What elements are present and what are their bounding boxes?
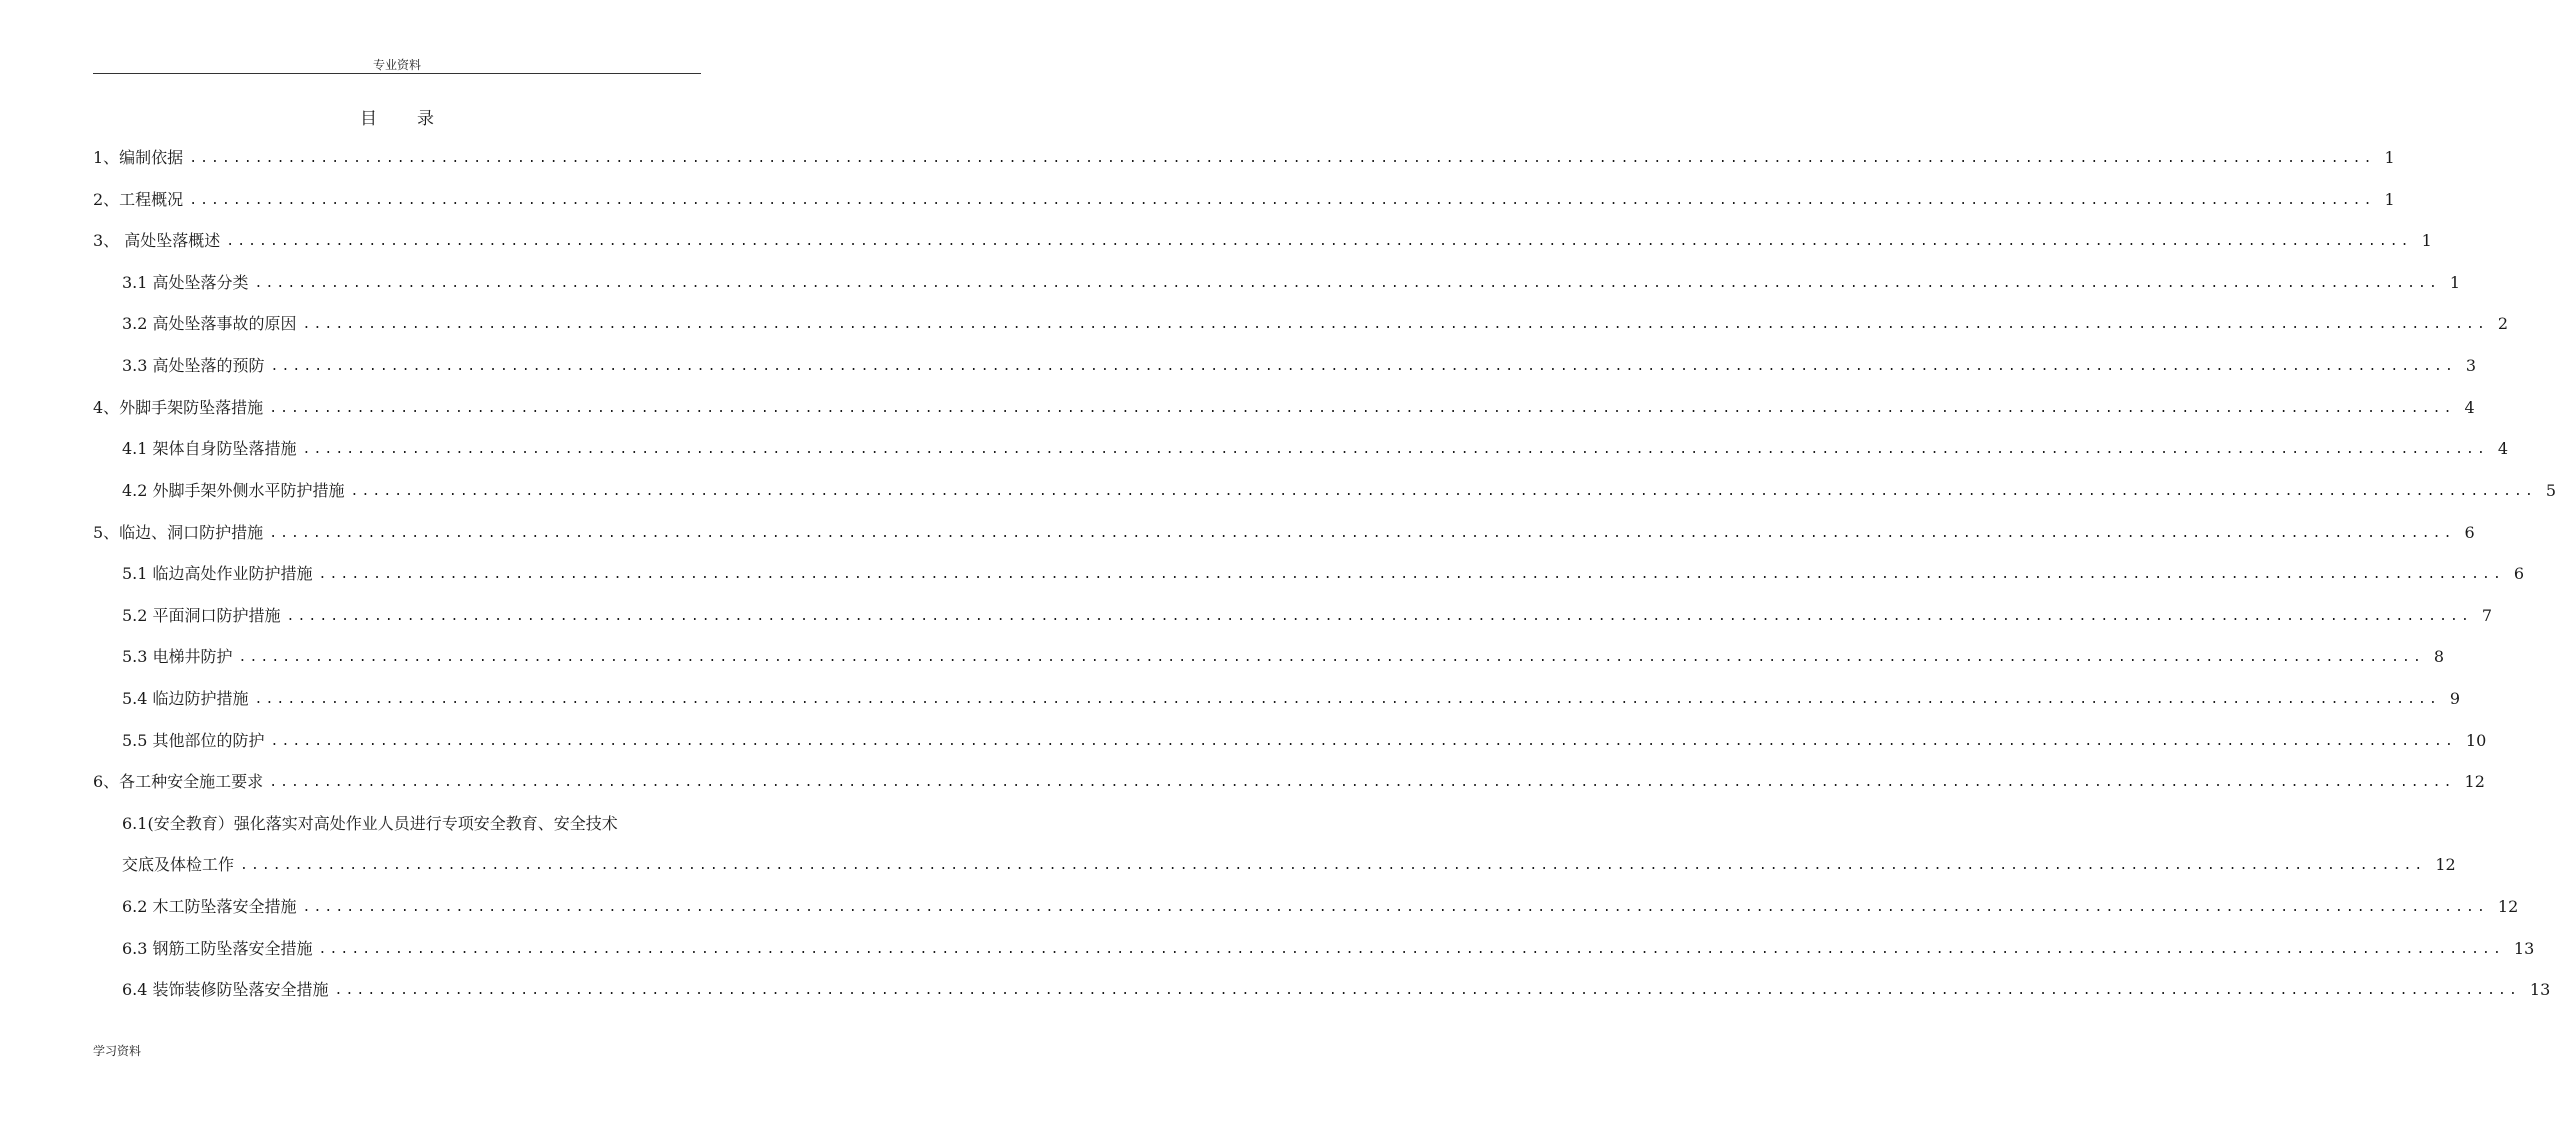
toc-entry-page-number: 9 xyxy=(2449,689,2461,708)
toc-entry-label: 2、工程概况 xyxy=(93,190,184,209)
dot-leader: ........................................................................................................................................................................................................ xyxy=(350,484,2536,499)
toc-entry-page-number: 13 xyxy=(2513,939,2535,958)
toc-entry[interactable] xyxy=(93,770,2485,794)
dot-leader: ........................................................................................................................................................................................................ xyxy=(270,734,2456,749)
dot-leader: ........................................................................................................................................................................................................ xyxy=(318,942,2504,957)
toc-entry-label: 5.1 临边高处作业防护措施 xyxy=(122,564,313,583)
toc-entry[interactable] xyxy=(122,937,2535,961)
toc-entry-page-number: 4 xyxy=(2464,398,2475,417)
toc-entry[interactable] xyxy=(122,562,2525,586)
toc-entry-page-number: 10 xyxy=(2465,731,2487,750)
toc-entry[interactable] xyxy=(122,271,2461,295)
toc-entry-label: 5.2 平面洞口防护措施 xyxy=(122,606,281,625)
toc-entry-page-number: 12 xyxy=(2464,772,2485,791)
toc-entry[interactable] xyxy=(122,729,2487,753)
toc-entry-label: 6.1(安全教育）强化落实对高处作业人员进行专项安全教育、安全技术 xyxy=(122,814,618,833)
dot-leader: ........................................................................................................................................................................................................ xyxy=(302,317,2488,332)
dot-leader: ........................................................................................................................................................................................................ xyxy=(238,650,2424,665)
toc-entry-page-number: 3 xyxy=(2465,356,2477,375)
toc-entry[interactable] xyxy=(122,312,2509,336)
toc-entry-page-number: 1 xyxy=(2384,148,2395,167)
dot-leader: ........................................................................................................................................................................................................ xyxy=(269,526,2455,541)
toc-entry[interactable] xyxy=(122,479,2556,503)
toc-entry-page-number: 1 xyxy=(2384,190,2395,209)
toc-entry[interactable] xyxy=(122,853,2456,877)
toc-entry-label: 6.4 装饰装修防坠落安全措施 xyxy=(122,980,329,999)
dot-leader: ........................................................................................................................................................................................................ xyxy=(189,193,2375,208)
toc-entry[interactable] xyxy=(93,396,2475,420)
dot-leader: ........................................................................................................................................................................................................ xyxy=(269,401,2455,416)
toc-entry[interactable] xyxy=(93,229,2432,253)
toc-entry-label: 1、编制依据 xyxy=(93,148,184,167)
toc-entry-label: 3.3 高处坠落的预防 xyxy=(122,356,265,375)
toc-entry[interactable] xyxy=(122,687,2461,711)
toc-entry[interactable] xyxy=(93,521,2475,545)
toc-entry-label: 6.3 钢筋工防坠落安全措施 xyxy=(122,939,313,958)
toc-entry[interactable] xyxy=(122,812,699,836)
dot-leader: ........................................................................................................................................................................................................ xyxy=(226,234,2412,249)
toc-entry-page-number: 8 xyxy=(2433,647,2445,666)
toc-entry[interactable] xyxy=(122,354,2477,378)
toc-entry-page-number: 7 xyxy=(2481,606,2493,625)
dot-leader: ........................................................................................................................................................................................................ xyxy=(254,276,2440,291)
dot-leader: ........................................................................................................................................................................................................ xyxy=(269,775,2455,790)
dot-leader: ........................................................................................................................................................................................................ xyxy=(254,692,2440,707)
page-header: 专业资料 xyxy=(372,58,421,72)
toc-entry[interactable] xyxy=(93,146,2395,170)
toc-entry-label: 5.3 电梯井防护 xyxy=(122,647,233,666)
toc-entry-page-number: 1 xyxy=(2421,231,2432,250)
page-footer: 学习资料 xyxy=(93,1044,142,1058)
toc-entry-label: 3.2 高处坠落事故的原因 xyxy=(122,314,297,333)
dot-leader: ........................................................................................................................................................................................................ xyxy=(286,609,2472,624)
dot-leader: ........................................................................................................................................................................................................ xyxy=(240,858,2426,873)
toc-entry-label: 交底及体检工作 xyxy=(122,855,235,874)
toc-title: 目录 xyxy=(360,109,474,129)
dot-leader: ........................................................................................................................................................................................................ xyxy=(270,359,2456,374)
toc-entry-label: 5.4 临边防护措施 xyxy=(122,689,249,708)
toc-entry[interactable] xyxy=(122,645,2445,669)
toc-entry-page-number: 1 xyxy=(2449,273,2461,292)
toc-entry-page-number: 12 xyxy=(2497,897,2519,916)
toc-entry-label: 5、临边、洞口防护措施 xyxy=(93,523,264,542)
toc-entry-label: 4.2 外脚手架外侧水平防护措施 xyxy=(122,481,345,500)
toc-entry-page-number: 4 xyxy=(2497,439,2509,458)
dot-leader: ........................................................................................................................................................................................................ xyxy=(302,900,2488,915)
toc-entry-label: 5.5 其他部位的防护 xyxy=(122,731,265,750)
toc-entry-label: 6、各工种安全施工要求 xyxy=(93,772,264,791)
toc-entry-page-number: 2 xyxy=(2497,314,2509,333)
toc-entry-label: 4、外脚手架防坠落措施 xyxy=(93,398,264,417)
toc-entry-page-number: 12 xyxy=(2435,855,2456,874)
dot-leader: ........................................................................................................................................................................................................ xyxy=(302,442,2488,457)
toc-entry[interactable] xyxy=(122,604,2493,628)
toc-entry-page-number: 6 xyxy=(2464,523,2475,542)
toc-entry-page-number: 6 xyxy=(2513,564,2525,583)
toc-entry-page-number: 13 xyxy=(2529,980,2551,999)
toc-entry-page-number: 5 xyxy=(2545,481,2556,500)
toc-entry[interactable] xyxy=(122,437,2509,461)
toc-entry-label: 4.1 架体自身防坠落措施 xyxy=(122,439,297,458)
toc-entry[interactable] xyxy=(93,188,2395,212)
dot-leader: ........................................................................................................................................................................................................ xyxy=(334,983,2520,998)
dot-leader: ........................................................................................................................................................................................................ xyxy=(189,151,2375,166)
toc-entry-label: 3、 高处坠落概述 xyxy=(93,231,221,250)
dot-leader: ........................................................................................................................................................................................................ xyxy=(318,567,2504,582)
toc-entry[interactable] xyxy=(122,895,2519,919)
toc-entry-label: 6.2 木工防坠落安全措施 xyxy=(122,897,297,916)
toc-entry[interactable] xyxy=(122,978,2551,1002)
toc-entry-label: 3.1 高处坠落分类 xyxy=(122,273,249,292)
